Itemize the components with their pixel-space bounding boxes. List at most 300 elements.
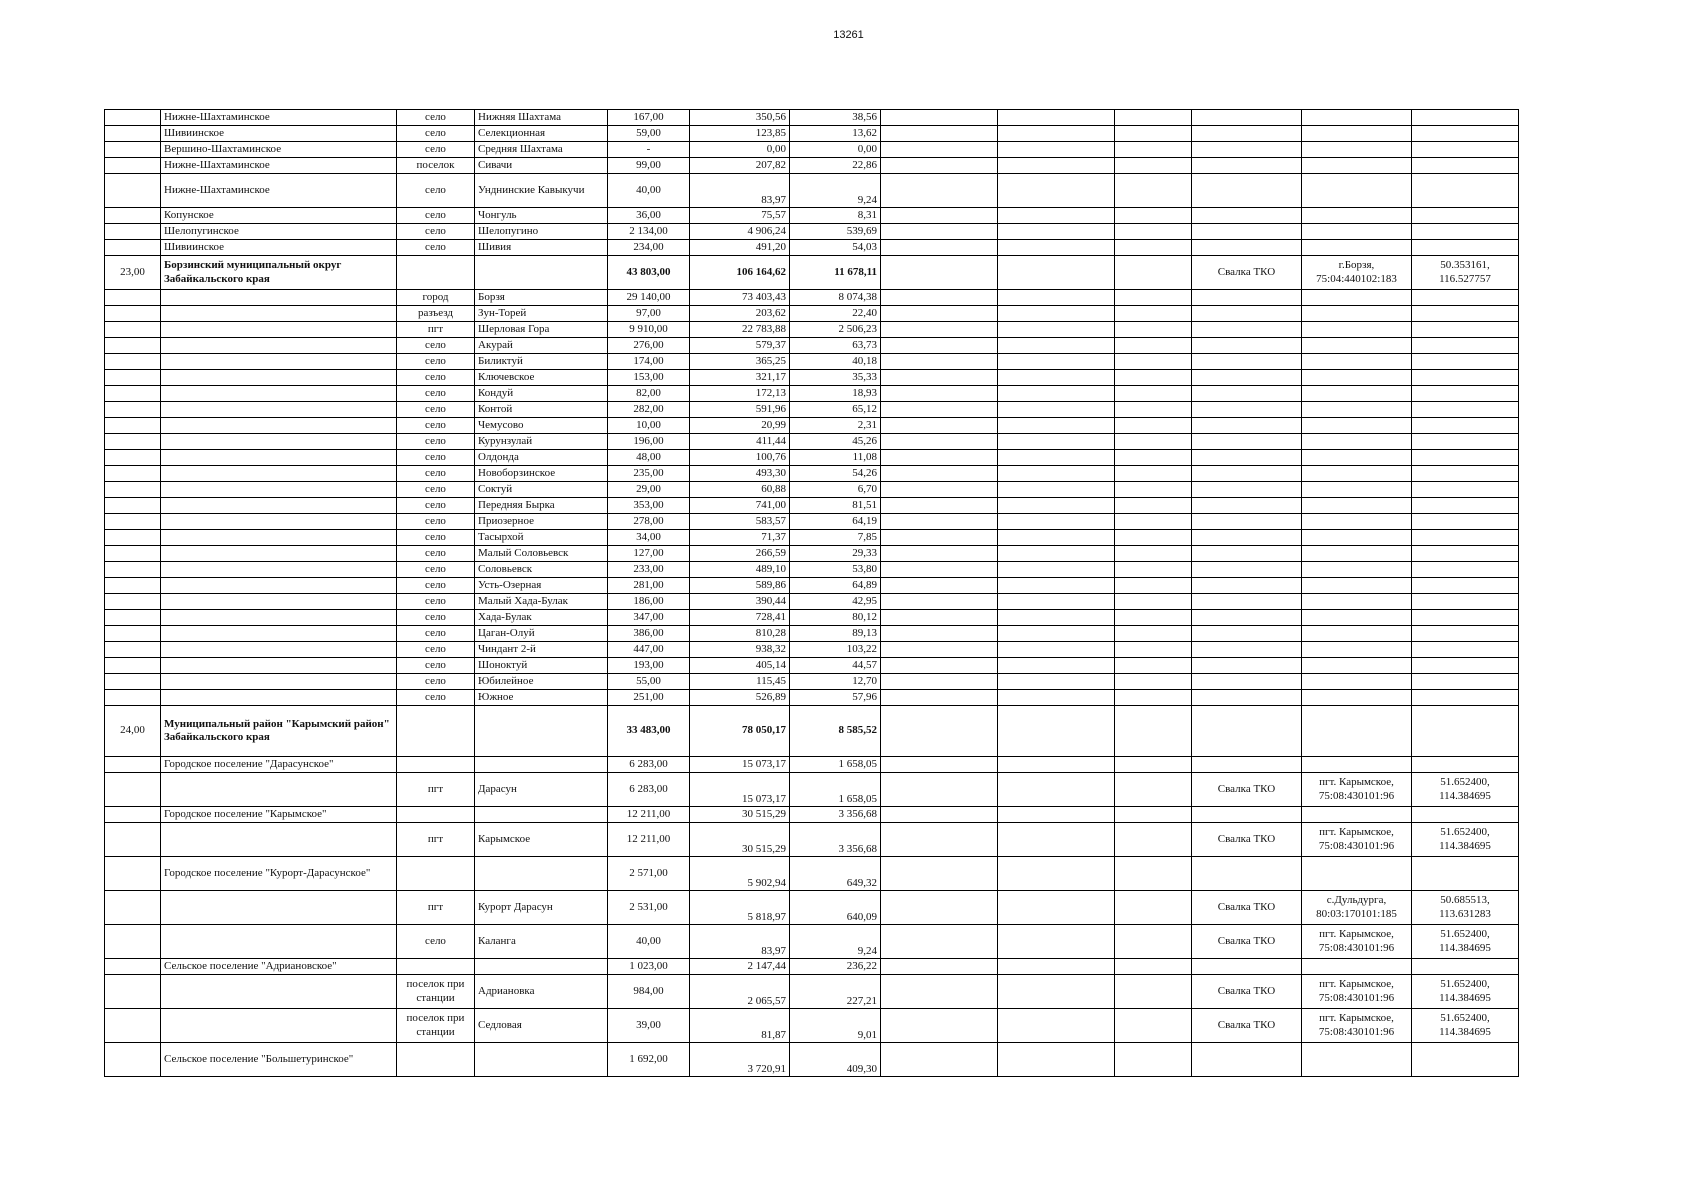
settlement-type-cell: село bbox=[397, 690, 475, 706]
locality-cell: Юбилейное bbox=[475, 674, 608, 690]
empty-cell bbox=[1115, 466, 1192, 482]
mass-t-cell: 1 658,05 bbox=[790, 773, 881, 807]
population-cell: 186,00 bbox=[608, 594, 690, 610]
empty-cell bbox=[881, 857, 998, 891]
table-row bbox=[105, 174, 1519, 208]
disposal-location-cell bbox=[1302, 807, 1412, 823]
population-cell: 36,00 bbox=[608, 208, 690, 224]
settlement-type-cell: село bbox=[397, 466, 475, 482]
locality-cell: Цаган-Олуй bbox=[475, 626, 608, 642]
empty-cell bbox=[1115, 658, 1192, 674]
row-number-cell bbox=[105, 594, 161, 610]
empty-cell bbox=[881, 530, 998, 546]
empty-cell bbox=[998, 434, 1115, 450]
locality-cell: Борзя bbox=[475, 290, 608, 306]
population-cell: 196,00 bbox=[608, 434, 690, 450]
row-number-cell bbox=[105, 386, 161, 402]
mass-t-cell: 9,01 bbox=[790, 1009, 881, 1043]
table-row bbox=[105, 338, 1519, 354]
population-cell: 193,00 bbox=[608, 658, 690, 674]
municipality-cell bbox=[161, 578, 397, 594]
coordinates-cell bbox=[1412, 402, 1519, 418]
disposal-site-cell bbox=[1192, 706, 1302, 757]
mass-t-cell: 8,31 bbox=[790, 208, 881, 224]
disposal-location-cell bbox=[1302, 498, 1412, 514]
empty-cell bbox=[881, 110, 998, 126]
population-cell: 276,00 bbox=[608, 338, 690, 354]
disposal-location-cell bbox=[1302, 546, 1412, 562]
row-number-cell bbox=[105, 466, 161, 482]
disposal-location-cell bbox=[1302, 450, 1412, 466]
population-cell: 174,00 bbox=[608, 354, 690, 370]
table-row bbox=[105, 562, 1519, 578]
population-cell: 12 211,00 bbox=[608, 823, 690, 857]
mass-t-cell: 89,13 bbox=[790, 626, 881, 642]
coordinates-cell bbox=[1412, 562, 1519, 578]
volume-m3-cell: 30 515,29 bbox=[690, 807, 790, 823]
population-cell: 29 140,00 bbox=[608, 290, 690, 306]
locality-cell: Южное bbox=[475, 690, 608, 706]
disposal-site-cell bbox=[1192, 322, 1302, 338]
settlement-type-cell: село bbox=[397, 594, 475, 610]
disposal-site-cell bbox=[1192, 642, 1302, 658]
table-row bbox=[105, 706, 1519, 757]
municipality-cell: Шивиинское bbox=[161, 240, 397, 256]
empty-cell bbox=[998, 240, 1115, 256]
disposal-site-cell bbox=[1192, 757, 1302, 773]
table-row bbox=[105, 482, 1519, 498]
row-number-cell bbox=[105, 354, 161, 370]
row-number-cell bbox=[105, 773, 161, 807]
empty-cell bbox=[998, 823, 1115, 857]
population-cell: 39,00 bbox=[608, 1009, 690, 1043]
population-cell: 6 283,00 bbox=[608, 773, 690, 807]
settlement-type-cell bbox=[397, 959, 475, 975]
empty-cell bbox=[998, 466, 1115, 482]
coordinates-cell bbox=[1412, 110, 1519, 126]
disposal-location-cell bbox=[1302, 354, 1412, 370]
empty-cell bbox=[998, 338, 1115, 354]
empty-cell bbox=[998, 594, 1115, 610]
population-cell: 127,00 bbox=[608, 546, 690, 562]
population-cell: 40,00 bbox=[608, 925, 690, 959]
mass-t-cell: 8 074,38 bbox=[790, 290, 881, 306]
empty-cell bbox=[1115, 1009, 1192, 1043]
coordinates-cell bbox=[1412, 514, 1519, 530]
population-cell: 48,00 bbox=[608, 450, 690, 466]
population-cell: 40,00 bbox=[608, 174, 690, 208]
volume-m3-cell: 728,41 bbox=[690, 610, 790, 626]
empty-cell bbox=[881, 642, 998, 658]
disposal-location-cell bbox=[1302, 306, 1412, 322]
empty-cell bbox=[998, 530, 1115, 546]
settlement-type-cell: село bbox=[397, 418, 475, 434]
locality-cell bbox=[475, 857, 608, 891]
coordinates-cell bbox=[1412, 658, 1519, 674]
disposal-site-cell bbox=[1192, 578, 1302, 594]
table-row bbox=[105, 370, 1519, 386]
empty-cell bbox=[881, 706, 998, 757]
disposal-site-cell: Свалка ТКО bbox=[1192, 823, 1302, 857]
empty-cell bbox=[1115, 514, 1192, 530]
settlement-type-cell: поселок bbox=[397, 158, 475, 174]
volume-m3-cell: 266,59 bbox=[690, 546, 790, 562]
table-row bbox=[105, 891, 1519, 925]
row-number-cell bbox=[105, 514, 161, 530]
municipality-cell bbox=[161, 450, 397, 466]
empty-cell bbox=[1115, 126, 1192, 142]
empty-cell bbox=[881, 690, 998, 706]
population-cell: 2 134,00 bbox=[608, 224, 690, 240]
municipality-cell bbox=[161, 823, 397, 857]
coordinates-cell bbox=[1412, 386, 1519, 402]
locality-cell: Унднинские Кавыкучи bbox=[475, 174, 608, 208]
row-number-cell bbox=[105, 498, 161, 514]
table-row bbox=[105, 530, 1519, 546]
empty-cell bbox=[1115, 434, 1192, 450]
empty-cell bbox=[1115, 610, 1192, 626]
disposal-site-cell bbox=[1192, 240, 1302, 256]
mass-t-cell: 539,69 bbox=[790, 224, 881, 240]
volume-m3-cell: 106 164,62 bbox=[690, 256, 790, 290]
row-number-cell bbox=[105, 891, 161, 925]
empty-cell bbox=[881, 174, 998, 208]
settlement-type-cell: село bbox=[397, 126, 475, 142]
locality-cell bbox=[475, 807, 608, 823]
settlement-type-cell: село bbox=[397, 338, 475, 354]
disposal-location-cell bbox=[1302, 208, 1412, 224]
empty-cell bbox=[998, 1009, 1115, 1043]
disposal-location-cell bbox=[1302, 1043, 1412, 1077]
empty-cell bbox=[1115, 418, 1192, 434]
volume-m3-cell: 938,32 bbox=[690, 642, 790, 658]
disposal-site-cell bbox=[1192, 594, 1302, 610]
locality-cell: Шелопугино bbox=[475, 224, 608, 240]
empty-cell bbox=[881, 975, 998, 1009]
coordinates-cell bbox=[1412, 450, 1519, 466]
mass-t-cell: 7,85 bbox=[790, 530, 881, 546]
mass-t-cell: 29,33 bbox=[790, 546, 881, 562]
disposal-location-cell: пгт. Карымское, 75:08:430101:96 bbox=[1302, 823, 1412, 857]
mass-t-cell: 3 356,68 bbox=[790, 807, 881, 823]
volume-m3-cell: 60,88 bbox=[690, 482, 790, 498]
coordinates-cell bbox=[1412, 290, 1519, 306]
locality-cell: Каланга bbox=[475, 925, 608, 959]
empty-cell bbox=[881, 823, 998, 857]
empty-cell bbox=[1115, 823, 1192, 857]
population-cell: 386,00 bbox=[608, 626, 690, 642]
empty-cell bbox=[881, 562, 998, 578]
coordinates-cell bbox=[1412, 354, 1519, 370]
mass-t-cell: 40,18 bbox=[790, 354, 881, 370]
volume-m3-cell: 15 073,17 bbox=[690, 773, 790, 807]
coordinates-cell bbox=[1412, 1043, 1519, 1077]
row-number-cell bbox=[105, 690, 161, 706]
mass-t-cell: 35,33 bbox=[790, 370, 881, 386]
municipality-cell bbox=[161, 610, 397, 626]
locality-cell: Хада-Булак bbox=[475, 610, 608, 626]
settlement-type-cell bbox=[397, 706, 475, 757]
coordinates-cell bbox=[1412, 142, 1519, 158]
row-number-cell bbox=[105, 610, 161, 626]
disposal-location-cell bbox=[1302, 594, 1412, 610]
empty-cell bbox=[1115, 290, 1192, 306]
empty-cell bbox=[998, 1043, 1115, 1077]
locality-cell: Соктуй bbox=[475, 482, 608, 498]
municipality-cell bbox=[161, 925, 397, 959]
disposal-location-cell bbox=[1302, 402, 1412, 418]
population-cell: 235,00 bbox=[608, 466, 690, 482]
volume-m3-cell: 405,14 bbox=[690, 658, 790, 674]
disposal-site-cell bbox=[1192, 807, 1302, 823]
coordinates-cell bbox=[1412, 674, 1519, 690]
disposal-location-cell bbox=[1302, 110, 1412, 126]
table-row bbox=[105, 757, 1519, 773]
population-cell: 153,00 bbox=[608, 370, 690, 386]
empty-cell bbox=[881, 450, 998, 466]
empty-cell bbox=[881, 773, 998, 807]
settlement-type-cell: разъезд bbox=[397, 306, 475, 322]
disposal-site-cell bbox=[1192, 450, 1302, 466]
row-number-cell bbox=[105, 290, 161, 306]
disposal-location-cell bbox=[1302, 530, 1412, 546]
empty-cell bbox=[1115, 450, 1192, 466]
municipality-cell bbox=[161, 530, 397, 546]
table-row bbox=[105, 256, 1519, 290]
settlement-type-cell: село bbox=[397, 354, 475, 370]
empty-cell bbox=[1115, 338, 1192, 354]
table-row bbox=[105, 546, 1519, 562]
municipality-cell bbox=[161, 354, 397, 370]
empty-cell bbox=[1115, 142, 1192, 158]
table-row bbox=[105, 208, 1519, 224]
empty-cell bbox=[881, 370, 998, 386]
locality-cell: Малый Хада-Булак bbox=[475, 594, 608, 610]
disposal-site-cell bbox=[1192, 402, 1302, 418]
table-row bbox=[105, 975, 1519, 1009]
mass-t-cell: 13,62 bbox=[790, 126, 881, 142]
municipality-cell: Нижне-Шахтаминское bbox=[161, 158, 397, 174]
empty-cell bbox=[1115, 626, 1192, 642]
municipality-cell: Вершино-Шахтаминское bbox=[161, 142, 397, 158]
mass-t-cell: 63,73 bbox=[790, 338, 881, 354]
disposal-location-cell bbox=[1302, 126, 1412, 142]
empty-cell bbox=[998, 306, 1115, 322]
locality-cell: Шоноктуй bbox=[475, 658, 608, 674]
settlement-type-cell bbox=[397, 256, 475, 290]
settlement-type-cell bbox=[397, 857, 475, 891]
empty-cell bbox=[881, 322, 998, 338]
municipality-cell bbox=[161, 418, 397, 434]
row-number-cell bbox=[105, 110, 161, 126]
disposal-location-cell bbox=[1302, 338, 1412, 354]
population-cell: 282,00 bbox=[608, 402, 690, 418]
table-row bbox=[105, 466, 1519, 482]
disposal-location-cell bbox=[1302, 466, 1412, 482]
locality-cell: Нижняя Шахтама bbox=[475, 110, 608, 126]
municipality-cell bbox=[161, 498, 397, 514]
disposal-site-cell bbox=[1192, 498, 1302, 514]
mass-t-cell: 80,12 bbox=[790, 610, 881, 626]
row-number-cell bbox=[105, 174, 161, 208]
row-number-cell bbox=[105, 658, 161, 674]
empty-cell bbox=[1115, 562, 1192, 578]
table-row bbox=[105, 224, 1519, 240]
municipality-cell bbox=[161, 466, 397, 482]
empty-cell bbox=[1115, 482, 1192, 498]
mass-t-cell: 236,22 bbox=[790, 959, 881, 975]
locality-cell: Акурай bbox=[475, 338, 608, 354]
empty-cell bbox=[1115, 959, 1192, 975]
disposal-location-cell bbox=[1302, 142, 1412, 158]
disposal-location-cell bbox=[1302, 482, 1412, 498]
table-row bbox=[105, 386, 1519, 402]
disposal-site-cell: Свалка ТКО bbox=[1192, 975, 1302, 1009]
locality-cell bbox=[475, 1043, 608, 1077]
mass-t-cell: 2 506,23 bbox=[790, 322, 881, 338]
population-cell: 34,00 bbox=[608, 530, 690, 546]
empty-cell bbox=[998, 975, 1115, 1009]
empty-cell bbox=[1115, 174, 1192, 208]
volume-m3-cell: 579,37 bbox=[690, 338, 790, 354]
disposal-location-cell bbox=[1302, 578, 1412, 594]
locality-cell: Чиндант 2-й bbox=[475, 642, 608, 658]
settlement-type-cell: поселок при станции bbox=[397, 1009, 475, 1043]
settlement-type-cell: село bbox=[397, 626, 475, 642]
disposal-location-cell bbox=[1302, 757, 1412, 773]
disposal-site-cell bbox=[1192, 174, 1302, 208]
empty-cell bbox=[1115, 306, 1192, 322]
locality-cell bbox=[475, 959, 608, 975]
locality-cell: Новоборзинское bbox=[475, 466, 608, 482]
coordinates-cell bbox=[1412, 240, 1519, 256]
empty-cell bbox=[998, 658, 1115, 674]
row-number-cell bbox=[105, 482, 161, 498]
empty-cell bbox=[1115, 578, 1192, 594]
table-row bbox=[105, 290, 1519, 306]
municipality-cell: Городское поселение "Дарасунское" bbox=[161, 757, 397, 773]
coordinates-cell bbox=[1412, 626, 1519, 642]
disposal-site-cell bbox=[1192, 1043, 1302, 1077]
mass-t-cell: 44,57 bbox=[790, 658, 881, 674]
empty-cell bbox=[998, 498, 1115, 514]
municipality-cell bbox=[161, 482, 397, 498]
volume-m3-cell: 583,57 bbox=[690, 514, 790, 530]
settlement-type-cell: село bbox=[397, 530, 475, 546]
disposal-site-cell bbox=[1192, 626, 1302, 642]
locality-cell bbox=[475, 706, 608, 757]
locality-cell: Адриановка bbox=[475, 975, 608, 1009]
empty-cell bbox=[1115, 256, 1192, 290]
mass-t-cell: 65,12 bbox=[790, 402, 881, 418]
empty-cell bbox=[881, 142, 998, 158]
waste-data-table bbox=[104, 109, 1519, 1077]
disposal-site-cell bbox=[1192, 562, 1302, 578]
row-number-cell bbox=[105, 807, 161, 823]
empty-cell bbox=[998, 142, 1115, 158]
population-cell: 59,00 bbox=[608, 126, 690, 142]
population-cell: 347,00 bbox=[608, 610, 690, 626]
volume-m3-cell: 2 065,57 bbox=[690, 975, 790, 1009]
empty-cell bbox=[881, 418, 998, 434]
table-row bbox=[105, 690, 1519, 706]
table-row bbox=[105, 1009, 1519, 1043]
row-number-cell bbox=[105, 370, 161, 386]
locality-cell: Олдонда bbox=[475, 450, 608, 466]
empty-cell bbox=[998, 674, 1115, 690]
disposal-site-cell bbox=[1192, 370, 1302, 386]
disposal-site-cell bbox=[1192, 208, 1302, 224]
empty-cell bbox=[998, 256, 1115, 290]
disposal-location-cell bbox=[1302, 514, 1412, 530]
empty-cell bbox=[1115, 224, 1192, 240]
disposal-site-cell bbox=[1192, 959, 1302, 975]
coordinates-cell bbox=[1412, 642, 1519, 658]
municipality-cell: Нижне-Шахтаминское bbox=[161, 174, 397, 208]
locality-cell: Приозерное bbox=[475, 514, 608, 530]
disposal-site-cell bbox=[1192, 338, 1302, 354]
locality-cell: Карымское bbox=[475, 823, 608, 857]
mass-t-cell: 64,89 bbox=[790, 578, 881, 594]
population-cell: 984,00 bbox=[608, 975, 690, 1009]
mass-t-cell: 2,31 bbox=[790, 418, 881, 434]
mass-t-cell: 53,80 bbox=[790, 562, 881, 578]
population-cell: 9 910,00 bbox=[608, 322, 690, 338]
locality-cell: Зун-Торей bbox=[475, 306, 608, 322]
empty-cell bbox=[998, 626, 1115, 642]
population-cell: 234,00 bbox=[608, 240, 690, 256]
municipality-cell bbox=[161, 434, 397, 450]
settlement-type-cell: село bbox=[397, 562, 475, 578]
mass-t-cell: 54,26 bbox=[790, 466, 881, 482]
mass-t-cell: 64,19 bbox=[790, 514, 881, 530]
mass-t-cell: 45,26 bbox=[790, 434, 881, 450]
disposal-location-cell bbox=[1302, 959, 1412, 975]
volume-m3-cell: 491,20 bbox=[690, 240, 790, 256]
municipality-cell: Борзинский муниципальный округ Забайкальского края bbox=[161, 256, 397, 290]
row-number-cell bbox=[105, 578, 161, 594]
disposal-site-cell bbox=[1192, 482, 1302, 498]
empty-cell bbox=[881, 402, 998, 418]
municipality-cell: Городское поселение "Карымское" bbox=[161, 807, 397, 823]
disposal-location-cell bbox=[1302, 290, 1412, 306]
disposal-location-cell bbox=[1302, 562, 1412, 578]
settlement-type-cell: село bbox=[397, 208, 475, 224]
locality-cell: Чемусово bbox=[475, 418, 608, 434]
population-cell: 278,00 bbox=[608, 514, 690, 530]
empty-cell bbox=[881, 807, 998, 823]
empty-cell bbox=[998, 354, 1115, 370]
row-number-cell bbox=[105, 757, 161, 773]
empty-cell bbox=[881, 240, 998, 256]
settlement-type-cell: село bbox=[397, 498, 475, 514]
municipality-cell bbox=[161, 594, 397, 610]
coordinates-cell: 51.652400, 114.384695 bbox=[1412, 1009, 1519, 1043]
population-cell: 55,00 bbox=[608, 674, 690, 690]
empty-cell bbox=[1115, 110, 1192, 126]
volume-m3-cell: 20,99 bbox=[690, 418, 790, 434]
settlement-type-cell: село bbox=[397, 402, 475, 418]
mass-t-cell: 11 678,11 bbox=[790, 256, 881, 290]
disposal-site-cell bbox=[1192, 546, 1302, 562]
empty-cell bbox=[998, 757, 1115, 773]
empty-cell bbox=[881, 674, 998, 690]
empty-cell bbox=[881, 757, 998, 773]
table-row bbox=[105, 126, 1519, 142]
empty-cell bbox=[998, 562, 1115, 578]
empty-cell bbox=[881, 891, 998, 925]
row-number-cell bbox=[105, 126, 161, 142]
